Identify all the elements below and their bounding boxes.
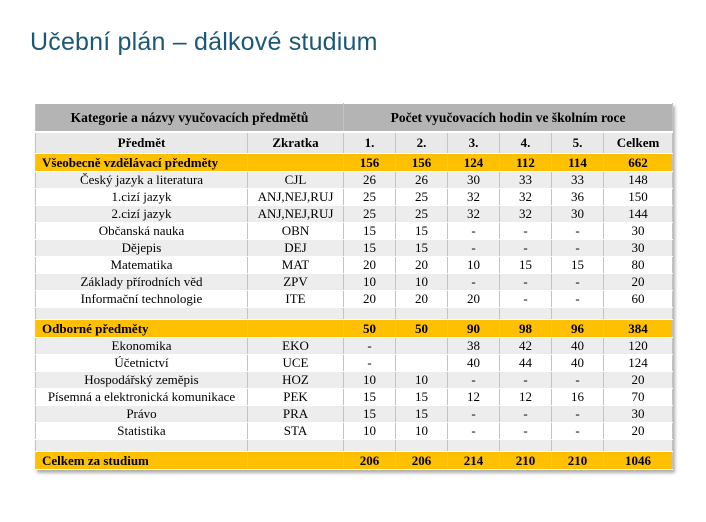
cell [448,308,500,320]
cell: 120 [604,338,673,355]
cell: Ekonomika [36,338,248,355]
cell: UCE [248,355,344,372]
cell [248,308,344,320]
cell: - [448,274,500,291]
cell: 15 [344,223,396,240]
cell: 124 [604,355,673,372]
cell: 30 [448,172,500,189]
cell: - [448,240,500,257]
table-row [36,154,673,172]
cell: 38 [448,338,500,355]
cell: 214 [448,452,500,470]
table-row [36,406,673,423]
cell: 26 [344,172,396,189]
group-header-hours: Počet vyučovacích hodin ve školním roce [344,104,673,133]
cell: EKO [248,338,344,355]
table-row [36,257,673,274]
cell: 210 [552,452,604,470]
cell: - [500,423,552,440]
cell: 50 [344,320,396,338]
cell [344,308,396,320]
cell: Dějepis [36,240,248,257]
table-row [36,223,673,240]
cell: Celkem za studium [36,452,248,470]
cell: 2.cizí jazyk [36,206,248,223]
cell: 26 [396,172,448,189]
table-row [36,389,673,406]
cell: Účetnictví [36,355,248,372]
table-row [36,372,673,389]
cell [396,355,448,372]
cell: - [552,240,604,257]
cell: - [500,274,552,291]
cell [36,440,248,452]
table-row [36,240,673,257]
table-row [36,274,673,291]
cell: 20 [344,257,396,274]
cell: 96 [552,320,604,338]
cell: 25 [396,206,448,223]
cell: ANJ,NEJ,RUJ [248,189,344,206]
cell: 15 [344,240,396,257]
cell: - [552,406,604,423]
cell [396,338,448,355]
cell: 15 [396,389,448,406]
cell: - [552,423,604,440]
cell: Odborné předměty [36,320,248,338]
cell: - [448,223,500,240]
cell: 206 [396,452,448,470]
cell: - [344,338,396,355]
cell: - [500,372,552,389]
cell: 33 [552,172,604,189]
cell [500,440,552,452]
cell: 156 [344,154,396,172]
cell: 384 [604,320,673,338]
cell [604,308,673,320]
cell: 42 [500,338,552,355]
cell: 15 [552,257,604,274]
cell: Hospodářský zeměpis [36,372,248,389]
cell: 90 [448,320,500,338]
cell: Český jazyk a literatura [36,172,248,189]
cell: 40 [448,355,500,372]
cell: Písemná a elektronická komunikace [36,389,248,406]
cell: 25 [344,206,396,223]
cell: - [448,406,500,423]
table-row [36,452,673,470]
cell: 50 [396,320,448,338]
cell: - [552,291,604,308]
cell: ITE [248,291,344,308]
cell: 20 [448,291,500,308]
cell: 10 [396,372,448,389]
cell: 15 [344,406,396,423]
cell: 12 [500,389,552,406]
cell: 114 [552,154,604,172]
cell: 16 [552,389,604,406]
cell: 15 [344,389,396,406]
cell: STA [248,423,344,440]
cell: - [500,240,552,257]
cell: - [448,372,500,389]
cell: - [500,223,552,240]
cell: Základy přírodních věd [36,274,248,291]
cell: - [500,406,552,423]
cell: 98 [500,320,552,338]
cell: 25 [396,189,448,206]
table-row [36,172,673,189]
table-row [36,291,673,308]
cell: 10 [396,423,448,440]
cell: 32 [500,206,552,223]
cell: 10 [344,423,396,440]
column-header-celkem: Celkem [604,132,673,154]
cell: 144 [604,206,673,223]
cell: 32 [448,189,500,206]
cell: 20 [604,423,673,440]
cell: MAT [248,257,344,274]
table-row [36,338,673,355]
cell: Právo [36,406,248,423]
cell: 124 [448,154,500,172]
cell: 10 [448,257,500,274]
cell: DEJ [248,240,344,257]
column-header-year3: 3. [448,132,500,154]
cell: 150 [604,189,673,206]
cell [396,440,448,452]
cell: - [552,274,604,291]
cell: Občanská nauka [36,223,248,240]
table-column-header-row [36,132,673,154]
column-header-year4: 4. [500,132,552,154]
cell: Statistika [36,423,248,440]
cell: 15 [396,240,448,257]
cell: 1046 [604,452,673,470]
cell: HOZ [248,372,344,389]
cell: - [344,355,396,372]
cell [396,308,448,320]
cell: 662 [604,154,673,172]
column-header-year2: 2. [396,132,448,154]
cell: 80 [604,257,673,274]
column-header-year5: 5. [552,132,604,154]
cell: Informační technologie [36,291,248,308]
column-header-predmet: Předmět [36,132,248,154]
cell: 210 [500,452,552,470]
cell: - [500,291,552,308]
cell: CJL [248,172,344,189]
column-header-year1: 1. [344,132,396,154]
table-row [36,440,673,452]
cell: Všeobecně vzdělávací předměty [36,154,248,172]
cell: ANJ,NEJ,RUJ [248,206,344,223]
cell: 30 [604,223,673,240]
column-header-zkratka: Zkratka [248,132,344,154]
cell: - [552,223,604,240]
table-row [36,355,673,372]
cell: 1.cizí jazyk [36,189,248,206]
table-row [36,189,673,206]
cell [552,308,604,320]
cell: PRA [248,406,344,423]
cell: - [552,372,604,389]
table-row [36,320,673,338]
cell: ZPV [248,274,344,291]
cell: 15 [396,223,448,240]
cell: 20 [604,274,673,291]
cell: 15 [500,257,552,274]
slide-title: Učební plán – dálkové studium [30,28,378,56]
cell: 25 [344,189,396,206]
cell: 32 [448,206,500,223]
cell: 40 [552,338,604,355]
cell: 20 [396,291,448,308]
cell: 156 [396,154,448,172]
cell: 30 [604,406,673,423]
cell: 70 [604,389,673,406]
table-row [36,206,673,223]
cell [248,320,344,338]
cell: 20 [396,257,448,274]
cell: OBN [248,223,344,240]
cell: 12 [448,389,500,406]
table-row [36,308,673,320]
group-header-categories: Kategorie a názvy vyučovacích předmětů [36,104,344,133]
cell: 20 [604,372,673,389]
cell: - [448,423,500,440]
cell: 33 [500,172,552,189]
cell [248,440,344,452]
cell [552,440,604,452]
table-body [36,154,673,470]
cell [448,440,500,452]
cell [36,308,248,320]
cell [344,440,396,452]
cell: 44 [500,355,552,372]
cell: 15 [396,406,448,423]
cell: 32 [500,189,552,206]
cell: 20 [344,291,396,308]
cell [248,452,344,470]
cell: 206 [344,452,396,470]
cell [500,308,552,320]
cell: 148 [604,172,673,189]
cell [604,440,673,452]
cell: 36 [552,189,604,206]
table-row [36,423,673,440]
cell: 60 [604,291,673,308]
cell: 30 [552,206,604,223]
cell: 10 [344,372,396,389]
cell [248,154,344,172]
cell: 40 [552,355,604,372]
cell: 10 [344,274,396,291]
table-group-header-row [36,104,673,133]
cell: PEK [248,389,344,406]
cell: 10 [396,274,448,291]
cell: Matematika [36,257,248,274]
cell: 112 [500,154,552,172]
curriculum-table [35,103,673,470]
cell: 30 [604,240,673,257]
